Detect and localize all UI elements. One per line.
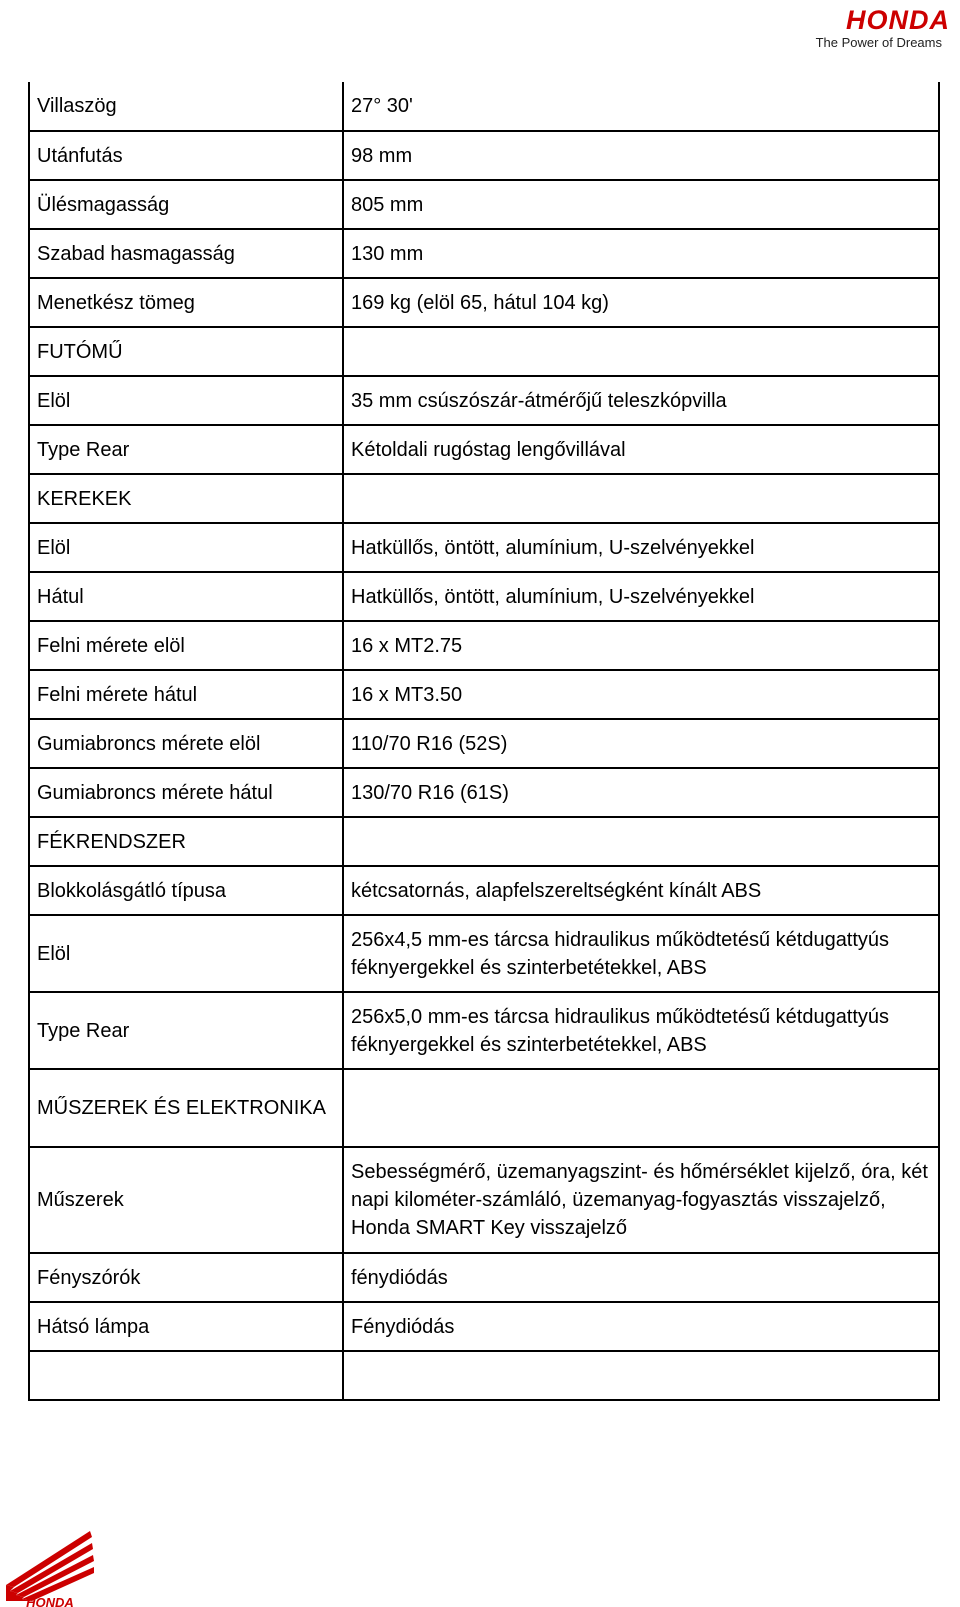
row-value: Kétoldali rugóstag lengővillával [343, 425, 939, 474]
row-label: Type Rear [29, 425, 343, 474]
section-header-row [29, 1069, 939, 1147]
row-label: Szabad hasmagasság [29, 229, 343, 278]
row-value [343, 1351, 939, 1400]
honda-wing-logo [4, 1525, 96, 1607]
table-row [29, 376, 939, 425]
table-row [29, 523, 939, 572]
row-value [343, 817, 939, 866]
table-row [29, 621, 939, 670]
row-label: Műszerek [29, 1147, 343, 1253]
row-label: Hátsó lámpa [29, 1302, 343, 1351]
section-title: MŰSZEREK ÉS ELEKTRONIKA [29, 1069, 343, 1147]
wing-stripe [10, 1543, 93, 1593]
table-row [29, 131, 939, 180]
row-label: Fényszórók [29, 1253, 343, 1302]
row-label: Felni mérete elöl [29, 621, 343, 670]
row-label: Utánfutás [29, 131, 343, 180]
row-value [343, 474, 939, 523]
row-value: Hatküllős, öntött, alumínium, U-szelvényekkel [343, 572, 939, 621]
section-title: FÉKRENDSZER [29, 817, 343, 866]
honda-logo-header [770, 5, 950, 50]
table-row [29, 1253, 939, 1302]
table-row [29, 425, 939, 474]
row-label: Gumiabroncs mérete elöl [29, 719, 343, 768]
row-value: 256x4,5 mm-es tárcsa hidraulikus működtetésű kétdugattyús féknyergekkel és szinterbetétekkel, ABS [343, 915, 939, 992]
table-row [29, 768, 939, 817]
row-value: 98 mm [343, 131, 939, 180]
table-row [29, 278, 939, 327]
row-label: Hátul [29, 572, 343, 621]
row-label: Elöl [29, 523, 343, 572]
wing-logo-wordmark: HONDA [26, 1595, 74, 1607]
table-row [29, 719, 939, 768]
row-value: 169 kg (elöl 65, hátul 104 kg) [343, 278, 939, 327]
table-row [29, 670, 939, 719]
row-value: 130 mm [343, 229, 939, 278]
row-value: 16 x MT3.50 [343, 670, 939, 719]
row-label: Menetkész tömeg [29, 278, 343, 327]
table-row [29, 229, 939, 278]
row-label: Elöl [29, 915, 343, 992]
row-label: Gumiabroncs mérete hátul [29, 768, 343, 817]
row-value: 35 mm csúszószár-átmérőjű teleszkópvilla [343, 376, 939, 425]
row-value [343, 1069, 939, 1147]
section-header-row [29, 474, 939, 523]
brand-wordmark: HONDA [846, 5, 950, 35]
row-label [29, 1351, 343, 1400]
row-value: Fénydiódás [343, 1302, 939, 1351]
section-title: FUTÓMŰ [29, 327, 343, 376]
row-label: Ülésmagasság [29, 180, 343, 229]
row-label: Elöl [29, 376, 343, 425]
section-header-row [29, 817, 939, 866]
brand-tagline: The Power of Dreams [815, 35, 942, 50]
section-header-row [29, 327, 939, 376]
table-row [29, 1147, 939, 1253]
row-value: 16 x MT2.75 [343, 621, 939, 670]
table-row [29, 572, 939, 621]
section-title: KEREKEK [29, 474, 343, 523]
row-value: Sebességmérő, üzemanyagszint- és hőmérséklet kijelző, óra, két napi kilométer-számláló, üzemanyag-fogyasztás visszajelző, Honda SMART Key visszajelző [343, 1147, 939, 1253]
row-value: 256x5,0 mm-es tárcsa hidraulikus működtetésű kétdugattyús féknyergekkel és szinterbetétekkel, ABS [343, 992, 939, 1069]
row-label: Felni mérete hátul [29, 670, 343, 719]
table-row [29, 82, 939, 131]
row-value: 110/70 R16 (52S) [343, 719, 939, 768]
table-row [29, 180, 939, 229]
row-label: Blokkolásgátló típusa [29, 866, 343, 915]
table-row [29, 992, 939, 1069]
row-label: Villaszög [29, 82, 343, 131]
row-value [343, 327, 939, 376]
table-row [29, 915, 939, 992]
row-value: 805 mm [343, 180, 939, 229]
row-label: Type Rear [29, 992, 343, 1069]
empty-row [29, 1351, 939, 1400]
row-value: 130/70 R16 (61S) [343, 768, 939, 817]
table-row [29, 1302, 939, 1351]
table-row [29, 866, 939, 915]
row-value: kétcsatornás, alapfelszereltségként kínált ABS [343, 866, 939, 915]
row-value: fénydiódás [343, 1253, 939, 1302]
row-value: 27° 30' [343, 82, 939, 131]
spec-table [28, 82, 940, 1401]
row-value: Hatküllős, öntött, alumínium, U-szelvényekkel [343, 523, 939, 572]
